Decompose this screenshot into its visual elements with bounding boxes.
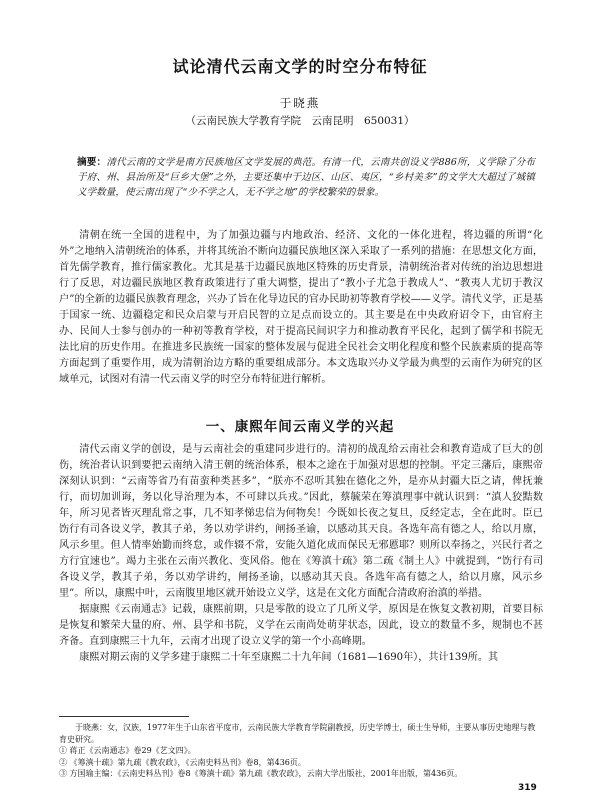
section-body <box>59 442 543 666</box>
introduction <box>59 228 543 388</box>
footnote-item: ② 《筹滇十疏》第九疏《教农政》，《云南史料丛刊》卷8，第436页。 <box>59 757 306 767</box>
section-paragraph: 清代云南义学的创设，是与云南社会的重建同步进行的。清初的战乱给云南社会和教育造成了巨大的创伤，统治者认识到要把云南纳入清王朝的统治体系，根本之途在于加强对思想的控制。平定三藩后，康熙帝深刻认识到：“云南等省乃有苗蛮种类甚多”，“朕亦不忍听其独在德化之外，是亦从封疆大臣之请，俾抚兼行，而切加训诲，务以化导治理为本，不可肆以兵戎。”因此，蔡毓荣在筹滇理事中就认识到：“滇人狡黠数年，所习见者皆灭理乱常之事，几不知孝悌忠信为何物矣！今既如长夜之复旦，反经定志，全在此时。臣已饬行有司各设义学，教其子弟，务以劝学讲约，闸扬圣谕，以感动其天良。各选年高有德之人，给以月廪，风示乡里。但人情率始勤而终怠，或作辍不常，安能久道化成而保民无邪慝耶？则所以奉扬之，兴民行者之方行宜速也”。竭力主张在云南兴教化、变风俗。他在《筹滇十疏》第二疏《制土人》中就提到，“饬行有司各设义学，教其子弟，务以劝学讲约，闸扬圣谕，以感动其天良。各选年高有德之人，给以月廪，风示乡里”。所以，康熙中叶，云南腹里地区就开始设立义学，这是在文化方面配合清政府治滇的举措。 <box>59 444 543 599</box>
footnote-item: ③ 方国瑜主编：《云南史料丛刊》卷8《筹滇十疏》第九疏《教农政》，云南大学出版社，2001年出版，第436页。 <box>59 769 463 778</box>
abstract-label: 摘要： <box>77 157 107 168</box>
intro-paragraph: 清朝在统一全国的进程中，为了加强边疆与内地政治、经济、文化的一体化进程，将边疆的所谓“化外”之地纳入清朝统治的体系，并将其统治不断向边疆民族地区深入采取了一系列的措施：在思想文化方面，首先儒学教育，推行儒家教化。尤其是基于边疆民族地区特殊的历史背景，清朝统治者对传统的治边思想进行了反思，对边疆民族地区教育政策进行了重大调整，提出了“教小子尤急于教成人”、“教夷人尤切于教汉户”的全新的边疆民族教育理念，兴办了旨在化导边民的官办民助初等教育学校——义学。清代义学，正是基于国家一统、边疆稳定和民众启蒙与开启民智的立足点而设立的。其主要是在中央政府诏令下，由官府主办、民间人士参与创办的一种初等教育学校，对于提高民间识字力和推动教育平民化，起到了儒学和书院无法比肩的历史作用。在推进多民族统一国家的整体发展与促进全民社会文明化程度和整个民族素质的提高等方面起到了重要作用，成为清朝治边方略的重要组成部分。本文选取兴办义学最为典型的云南作为研究的区域单元，试图对有清一代云南义学的时空分布特征进行解析。 <box>59 230 543 385</box>
section-paragraph: 据康熙《云南通志》记载，康熙前期，只是零散的设立了几所义学，原因是在恢复文教初期，首要目标是恢复和繁荣大量的府、州、县学和书院，义学在云南尚处萌芽状态，因此，设立的数量不多，规制也不甚齐备。直到康熙三十九年，云南才出现了设立义学的第一个小高峰期。 <box>59 604 543 647</box>
section-heading: 一、康熙年间云南义学的兴起 <box>205 419 395 435</box>
paper-title: 试论清代云南文学的时空分布特征 <box>172 57 428 76</box>
author-name: 于晓燕 <box>279 96 321 110</box>
abstract <box>77 156 535 200</box>
abstract-text: 清代云南的文学是南方民族地区文学发展的典范。有清一代，云南共创设义学886所，义学除了分布于府、州、县治所及“巨乡大堡”之外，主要还集中于边区、山区、夷区，“乡村美多”的文学大大超过了城镇义学数量，使云南出现了“少不学之人，无不学之地”的学校繁荣的景象。 <box>77 157 535 198</box>
footnote-divider <box>59 716 189 717</box>
page-number: 319 <box>518 783 537 793</box>
author-affiliation: （云南民族大学教育学院 云南昆明 650031） <box>185 115 415 127</box>
footnote-author: 于晓燕：女，汉族，1977年生于山东省平度市，云南民族大学教育学院副教授，历史学博士，硕士生导师，主要从事历史地理与教育史研究。 <box>59 723 536 744</box>
section-paragraph: 康熙对期云南的义学多建于康熙二十年至康熙二十九年间（1681—1690年），共计139所。其 <box>79 652 499 663</box>
footnotes <box>59 722 543 780</box>
footnote-item: ① 蒋正《云南通志》卷29《艺文四》。 <box>59 746 196 755</box>
